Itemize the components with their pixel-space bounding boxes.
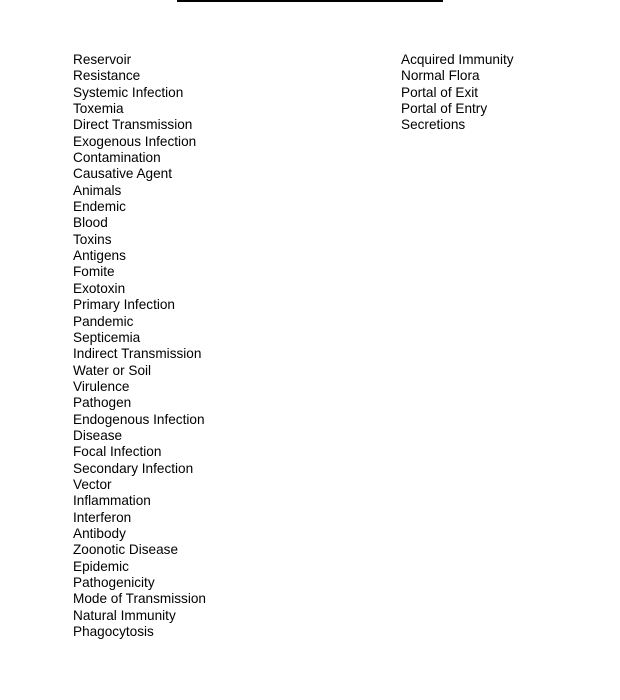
term-item: Vector bbox=[73, 476, 112, 492]
term-item: Toxemia bbox=[73, 101, 124, 117]
term-item: Toxins bbox=[73, 231, 112, 247]
term-item: Indirect Transmission bbox=[73, 346, 202, 362]
term-item: Mode of Transmission bbox=[73, 591, 206, 607]
term-item: Systemic Infection bbox=[73, 84, 184, 100]
term-item: Secretions bbox=[401, 117, 466, 133]
term-item: Antibody bbox=[73, 525, 126, 541]
header-underline bbox=[177, 0, 443, 2]
term-item: Endogenous Infection bbox=[73, 411, 205, 427]
term-item: Animals bbox=[73, 182, 122, 198]
term-item: Contamination bbox=[73, 150, 161, 166]
term-item: Focal Infection bbox=[73, 444, 162, 460]
term-item: Exogenous Infection bbox=[73, 133, 197, 149]
term-item: Causative Agent bbox=[73, 166, 172, 182]
term-item: Direct Transmission bbox=[73, 117, 193, 133]
term-item: Epidemic bbox=[73, 558, 129, 574]
term-item: Inflammation bbox=[73, 493, 151, 509]
term-item: Septicemia bbox=[73, 329, 141, 345]
term-item: Blood bbox=[73, 215, 108, 231]
term-item: Natural Immunity bbox=[73, 607, 176, 623]
term-item: Endemic bbox=[73, 199, 126, 215]
term-item: Pandemic bbox=[73, 313, 134, 329]
term-item: Fomite bbox=[73, 264, 115, 280]
term-item: Antigens bbox=[73, 248, 126, 264]
term-list-right bbox=[401, 52, 514, 134]
term-item: Virulence bbox=[73, 378, 130, 394]
term-item: Interferon bbox=[73, 509, 132, 525]
term-item: Secondary Infection bbox=[73, 460, 194, 476]
term-item: Exotoxin bbox=[73, 280, 126, 296]
term-item: Phagocytosis bbox=[73, 624, 154, 640]
term-item: Disease bbox=[73, 427, 123, 443]
term-item: Pathogen bbox=[73, 395, 132, 411]
term-item: Portal of Entry bbox=[401, 101, 488, 117]
term-list-left bbox=[73, 52, 206, 640]
term-item: Water or Soil bbox=[73, 362, 152, 378]
term-item: Pathogenicity bbox=[73, 575, 155, 590]
term-item: Resistance bbox=[73, 68, 141, 84]
term-item: Zoonotic Disease bbox=[73, 542, 179, 558]
term-item: Reservoir bbox=[73, 52, 132, 67]
term-item: Normal Flora bbox=[401, 68, 480, 84]
term-item: Portal of Exit bbox=[401, 84, 479, 100]
term-item: Primary Infection bbox=[73, 297, 175, 313]
term-item: Acquired Immunity bbox=[401, 52, 514, 67]
